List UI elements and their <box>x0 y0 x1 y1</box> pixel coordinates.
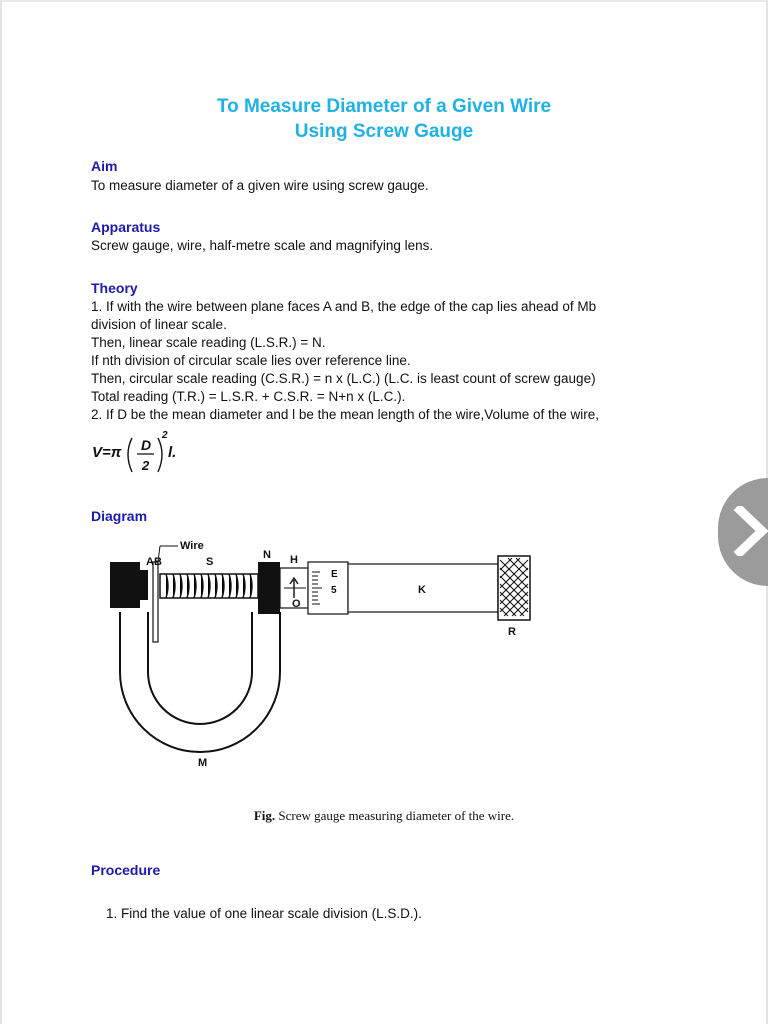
theory-line: division of linear scale. <box>91 317 227 332</box>
title-line-1: To Measure Diameter of a Given Wire <box>216 96 552 117</box>
label-5: 5 <box>331 585 337 596</box>
formula-numerator: D <box>141 437 152 453</box>
aim-heading: Aim <box>91 158 118 174</box>
screw-gauge-diagram <box>100 532 540 782</box>
label-wire: Wire <box>180 540 204 552</box>
apparatus-heading: Apparatus <box>91 219 161 235</box>
frame-block-n <box>258 562 280 614</box>
label-o: O <box>292 598 301 610</box>
left-anvil-block <box>110 562 140 608</box>
chevron-right-icon <box>732 506 768 556</box>
formula-denominator: 2 <box>142 458 150 473</box>
theory-line: If nth division of circular scale lies over reference line. <box>91 353 411 368</box>
theory-line: Then, linear scale reading (L.S.R.) = N. <box>91 335 326 350</box>
label-e: E <box>331 569 338 580</box>
theory-line: Then, circular scale reading (C.S.R.) = n x (L.C.) (L.C. is least count of screw gauge) <box>91 371 596 386</box>
formula-lhs: V=π <box>92 444 122 461</box>
theory-heading: Theory <box>91 280 138 296</box>
label-m: M <box>198 757 208 769</box>
label-h: H <box>290 554 298 566</box>
theory-line: 2. If D be the mean diameter and l be the mean length of the wire,Volume of the wire, <box>91 407 600 422</box>
label-b: B <box>154 556 162 568</box>
procedure-item: 1. Find the value of one linear scale division (L.S.D.). <box>106 906 422 921</box>
anvil-face-a <box>140 570 148 600</box>
page-border-top <box>0 0 768 2</box>
apparatus-text: Screw gauge, wire, half-metre scale and magnifying lens. <box>91 238 434 253</box>
caption-fig: Fig. <box>253 808 276 823</box>
formula-exponent: 2 <box>162 430 168 441</box>
page-title <box>0 94 768 144</box>
caption-text: Screw gauge measuring diameter of the wire. <box>275 808 515 823</box>
wire <box>153 562 158 642</box>
label-k: K <box>418 584 426 596</box>
label-r: R <box>508 626 516 638</box>
next-page-button[interactable] <box>718 478 768 586</box>
u-frame-outer <box>120 612 280 752</box>
theory-line: Total reading (T.R.) = L.S.R. + C.S.R. = N+n x (L.C.). <box>91 389 406 404</box>
label-s: S <box>206 556 214 568</box>
page-border-left <box>0 0 2 1024</box>
screw-threads <box>160 574 258 598</box>
label-a: A <box>146 556 154 568</box>
formula-rhs: l. <box>168 444 177 461</box>
formula-right-paren <box>158 438 162 472</box>
u-frame-inner <box>148 612 252 724</box>
diagram-heading: Diagram <box>91 508 148 524</box>
aim-text: To measure diameter of a given wire using screw gauge. <box>91 178 429 193</box>
procedure-heading: Procedure <box>91 862 161 878</box>
theory-line: 1. If with the wire between plane faces A and B, the edge of the cap lies ahead of Mb <box>91 299 597 314</box>
figure-caption <box>0 808 768 824</box>
title-line-2: Using Screw Gauge <box>294 121 474 142</box>
label-n: N <box>263 549 271 561</box>
formula-left-paren <box>128 438 132 472</box>
volume-formula <box>92 424 202 480</box>
